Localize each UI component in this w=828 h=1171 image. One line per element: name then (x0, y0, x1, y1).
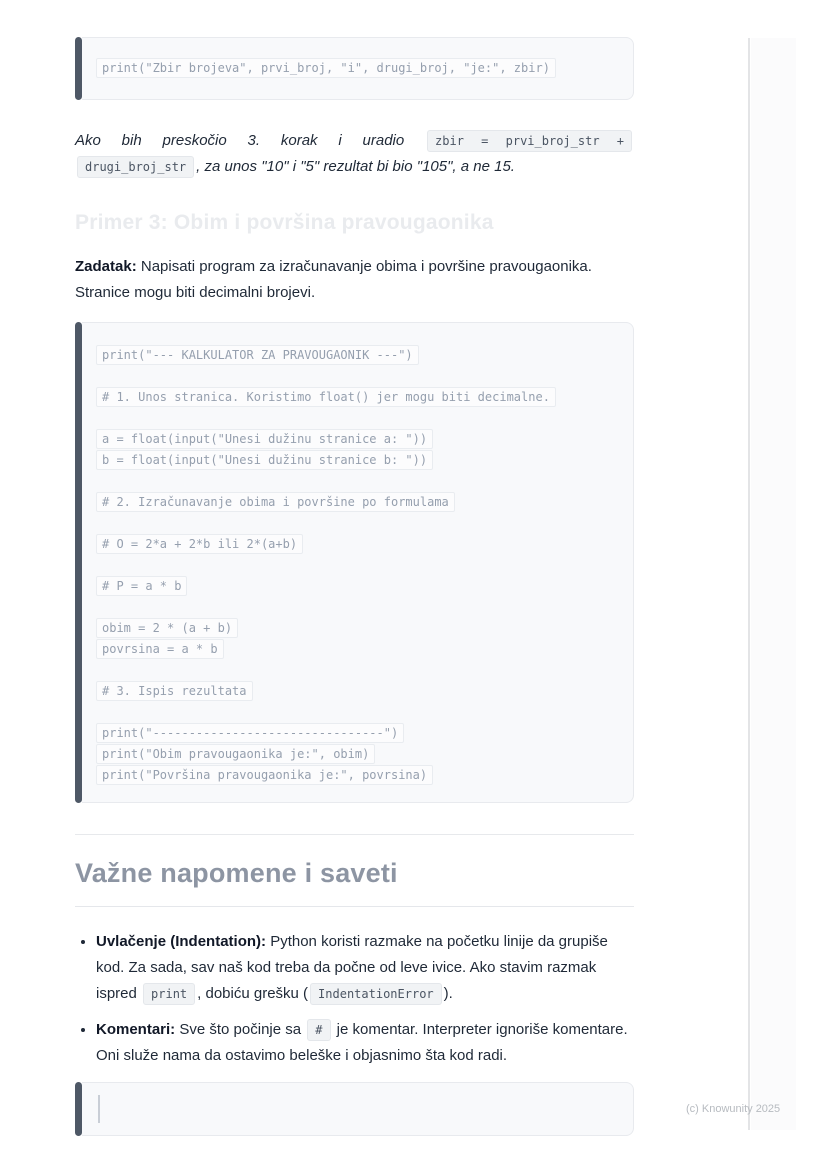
inline-code-drugi-broj-str: drugi_broj_str (77, 156, 194, 178)
task-label: Zadatak: (75, 258, 137, 275)
code-line: # P = a * b (96, 576, 619, 596)
code-line: a = float(input("Unesi dužinu stranice a: ")) (96, 429, 619, 449)
document-content (75, 0, 634, 1136)
code-blank-line (96, 702, 619, 723)
code-blank-line (96, 408, 619, 429)
page-edge-shadow (751, 38, 796, 1130)
note-text-2: , za unos "10" i "5" rezultat bi bio "105", a ne 15. (196, 158, 515, 175)
code-line: # O = 2*a + 2*b ili 2*(a+b) (96, 534, 619, 554)
note-paragraph (75, 128, 634, 180)
code-block-print-zbir (75, 37, 634, 100)
notes-list (75, 929, 634, 1069)
text-cursor (98, 1095, 100, 1123)
note-text-1: Ako bih preskočio 3. korak i uradio (75, 132, 426, 149)
code-blank-line (96, 513, 619, 534)
code-line: print("--------------------------------") (96, 723, 619, 743)
code-block-kalkulator (75, 322, 634, 803)
code-line: # 3. Ispis rezultata (96, 681, 619, 701)
faint-section-heading: Primer 3: Obim i površina pravougaonika (75, 211, 494, 234)
inline-code-indentation-error: IndentationError (310, 983, 442, 1005)
list-item-komentari (96, 1017, 634, 1069)
code-line: # 1. Unos stranica. Koristimo float() jer mogu biti decimalne. (96, 387, 619, 407)
code-block-left-bar (75, 37, 82, 100)
code-block-empty (75, 1082, 634, 1136)
inline-code-zbir-expression: zbir = prvi_broj_str + (427, 130, 632, 152)
code-blank-line (96, 597, 619, 618)
task-text: Napisati program za izračunavanje obima i površine pravougaonika. Stranice mogu biti decimalni brojevi. (75, 258, 592, 301)
top-spacer (75, 0, 634, 37)
code-line: print("Površina pravougaonika je:", povrsina) (96, 765, 619, 785)
bullet-text: Sve što počinje sa (175, 1021, 306, 1038)
bullet-bold-label: Uvlačenje (Indentation): (96, 933, 267, 950)
copyright-watermark: (c) Knowunity 2025 (686, 1103, 781, 1115)
code-blank-line (96, 471, 619, 492)
code-block-left-bar (75, 322, 82, 803)
code-block-panel (82, 1082, 634, 1136)
list-item-indentation (96, 929, 634, 1007)
page-edge-line (748, 38, 750, 1130)
bullet-bold-label: Komentari: (96, 1021, 176, 1038)
code-line: b = float(input("Unesi dužinu stranice b: ")) (96, 450, 619, 470)
code-line: povrsina = a * b (96, 639, 619, 659)
task-paragraph (75, 254, 634, 306)
code-line: # 2. Izračunavanje obima i površine po formulama (96, 492, 619, 512)
code-block-panel (82, 322, 634, 803)
code-line: obim = 2 * (a + b) (96, 618, 619, 638)
section-heading-vazne-napomene: Važne napomene i saveti (75, 858, 634, 907)
bullet-text: je komentar. Interpreter ignoriše komentare. Oni služe nama da ostavimo beleške i objasnimo šta kod radi. (96, 1021, 628, 1064)
code-line: print("Obim pravougaonika je:", obim) (96, 744, 619, 764)
bullet-text: ). (443, 985, 453, 1002)
inline-code-hash: # (307, 1019, 330, 1041)
code-blank-line (96, 366, 619, 387)
code-blank-line (96, 660, 619, 681)
code-line: print("--- KALKULATOR ZA PRAVOUGAONIK ---") (96, 345, 619, 365)
code-blank-line (96, 555, 619, 576)
bullet-text: Python koristi razmake na početku linije da grupiše kod. Za sada, sav naš kod treba da počne od leve ivice. Ako stavim razmak ispred (96, 933, 608, 1002)
bullet-text: , dobiću grešku ( (197, 985, 309, 1002)
code-line: print("Zbir brojeva", prvi_broj, "i", drugi_broj, "je:", zbir) (96, 58, 619, 78)
inline-code-print: print (143, 983, 195, 1005)
code-block-panel (82, 37, 634, 100)
horizontal-divider (75, 834, 634, 835)
code-block-left-bar (75, 1082, 82, 1136)
